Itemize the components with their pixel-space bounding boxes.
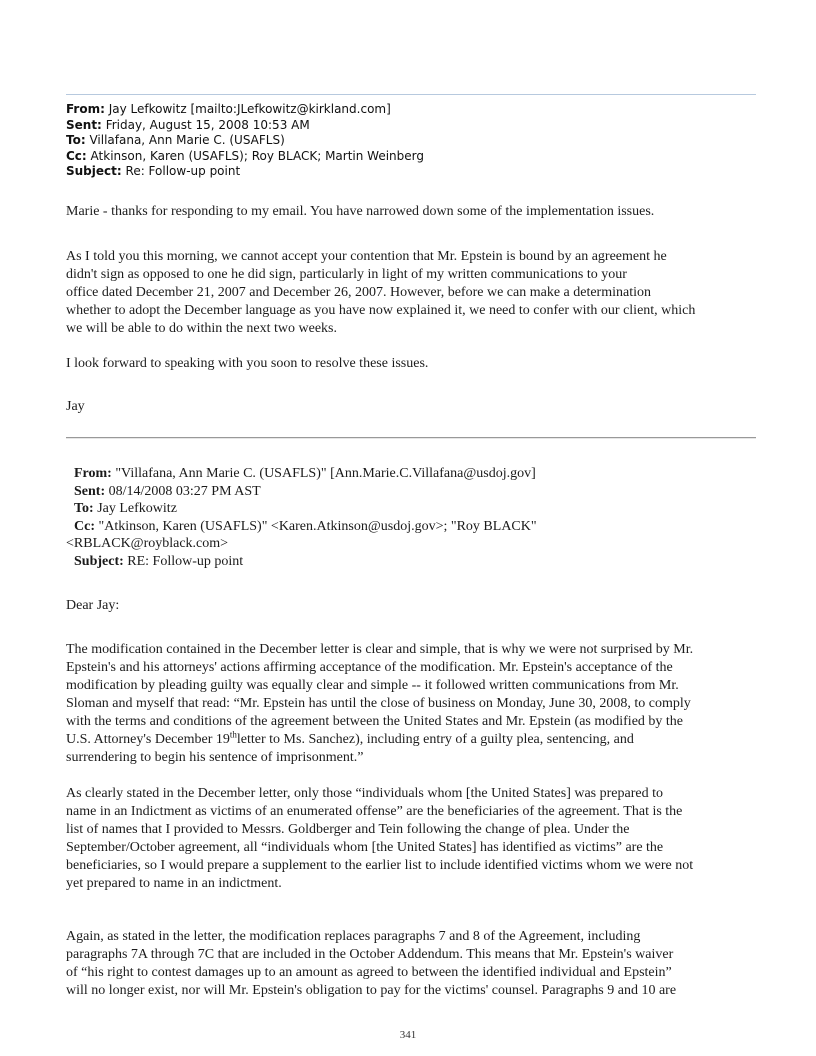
subject-row [66, 164, 766, 180]
second-email-header [66, 465, 756, 570]
first-email-paragraph-3: I look forward to speaking with you soon to resolve these issues. [66, 356, 429, 371]
cc-value-2: "Atkinson, Karen (USAFLS)" <Karen.Atkinson@usdoj.gov>; "Roy BLACK" [98, 518, 537, 534]
to-label: To: [66, 133, 86, 148]
cc-label: Cc: [66, 148, 87, 163]
to-value: Villafana, Ann Marie C. (USAFLS) [89, 133, 285, 148]
second-email-paragraph-3: Again, as stated in the letter, the modification replaces paragraphs 7 and 8 of the Agreement, including paragraphs 7A through 7C that are included in the October Addendum. This means that Mr. Epstein's waiver of “his right to contest damages up to an amount as agreed to between the identified individual and Epstein” will no longer exist, nor will Mr. Epstein's obligation to pay for the victims' counsel. Paragraphs 9 and 10 are [66, 929, 677, 998]
to-row-2 [66, 500, 756, 518]
from-value: Jay Lefkowitz [mailto:JLefkowitz@kirkland.com] [108, 102, 391, 116]
to-label-2: To: [74, 501, 94, 516]
second-email-paragraph-1: The modification contained in the December letter is clear and simple, that is why we were not surprised by Mr. Epstein's and his attorneys' actions affirming acceptance of the modification. Mr. Epstein's acceptance of the modification by pleading guilty was equally clear and simple -- it followed written communications from Mr. Sloman and myself that read: “Mr. Epstein has until the close of business on Monday, June 30, 2008, to comply with the terms and conditions of the agreement between the United States and Mr. Epstein (as modified by the U.S. Attorney's December 19thletter to Ms. Sanchez), including entry of a guilty plea, sentencing, and surrendering to begin his sentence of imprisonment.” [66, 642, 694, 765]
subject-label: Subject: [66, 164, 122, 179]
from-label-2: From: [74, 466, 112, 481]
first-email-header [66, 102, 766, 180]
subject-label-2: Subject: [74, 553, 124, 569]
cc-value: Atkinson, Karen (USAFLS); Roy BLACK; Martin Weinberg [90, 148, 424, 163]
subject-value: Re: Follow-up point [125, 164, 241, 179]
subject-row-2 [66, 553, 756, 571]
email-divider [66, 437, 756, 439]
from-row-2 [66, 465, 756, 483]
sent-row-2 [66, 483, 756, 501]
page-number: 341 [399, 1029, 417, 1041]
subject-value-2: RE: Follow-up point [127, 553, 244, 569]
to-value-2: Jay Lefkowitz [97, 501, 177, 516]
second-email-paragraph-2: As clearly stated in the December letter, only those “individuals whom [the United States] was prepared to name in an Indictment as victims of an enumerated offense” are the beneficiaries of the agreement. That is the list of names that I provided to Messrs. Goldberger and Tein following the change of plea. Under the September/October agreement, all “individuals whom [the United States] has identified as victims” are the beneficiaries, so I would prepare a supplement to the earlier list to include identified victims whom we were not yet prepared to name in an indictment. [66, 786, 694, 891]
to-row [66, 133, 766, 149]
sent-label: Sent: [66, 117, 102, 132]
first-email-signoff: Jay [66, 399, 85, 414]
first-email-paragraph-2: As I told you this morning, we cannot accept your contention that Mr. Epstein is bound by an agreement he didn't sign as opposed to one he did sign, particularly in light of my written communications to your office dated December 21, 2007 and December 26, 2007. However, before we can make a determination whether to adopt the December language as you have now explained it, we need to confer with our client, which we will be able to do within the next two weeks. [66, 249, 696, 336]
from-label: From: [66, 102, 105, 116]
second-email-greeting: Dear Jay: [66, 598, 120, 613]
cc-row [66, 149, 766, 165]
cc-label-2: Cc: [74, 518, 95, 534]
sent-row [66, 118, 766, 134]
first-email-paragraph-1: Marie - thanks for responding to my email. You have narrowed down some of the implementation issues. [66, 204, 655, 219]
from-row [66, 102, 766, 118]
cc-row-2 [66, 518, 756, 536]
from-value-2: "Villafana, Ann Marie C. (USAFLS)" [Ann.Marie.C.Villafana@usdoj.gov] [115, 466, 536, 481]
sent-value-2: 08/14/2008 03:27 PM AST [108, 483, 261, 499]
cc-value-2-continued: <RBLACK@royblack.com> [66, 536, 229, 551]
cc-row-2-continued [66, 535, 756, 553]
header-divider-top [66, 94, 756, 95]
sent-value: Friday, August 15, 2008 10:53 AM [105, 117, 310, 132]
sent-label-2: Sent: [74, 483, 106, 499]
